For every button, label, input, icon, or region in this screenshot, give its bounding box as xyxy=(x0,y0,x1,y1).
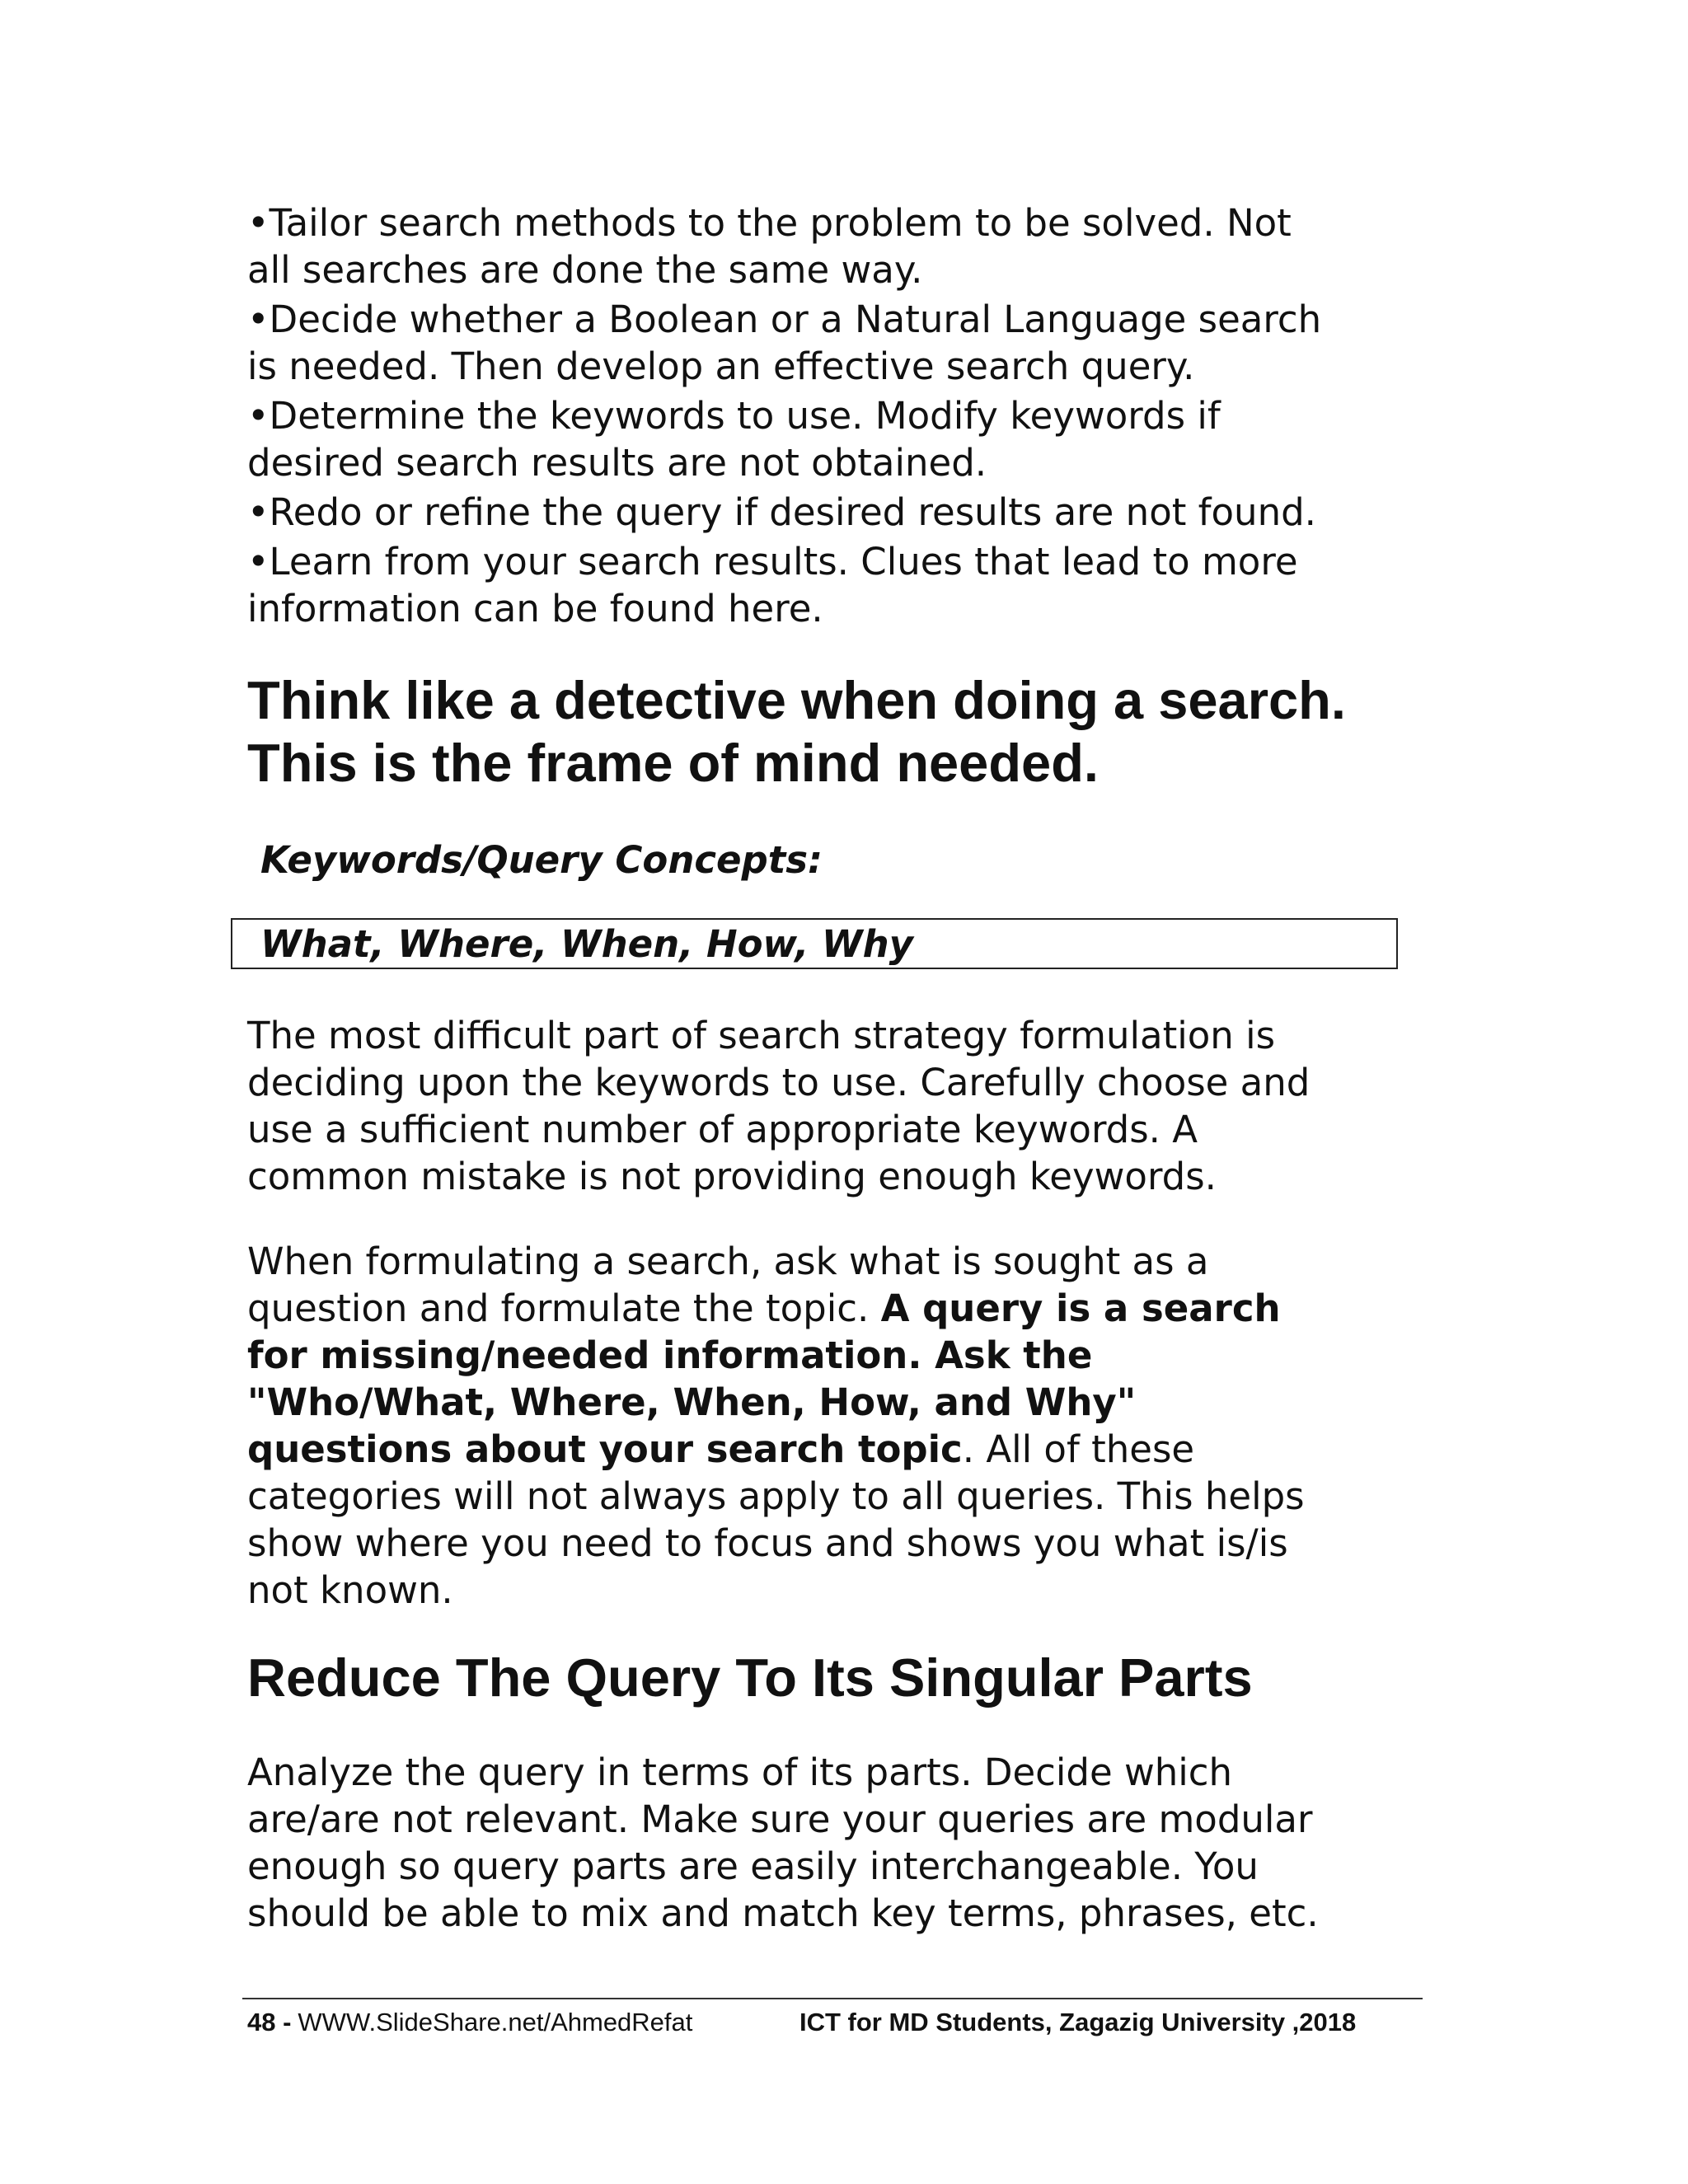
page-number: 48 - xyxy=(247,2008,292,2036)
heading-line: This is the frame of mind needed. xyxy=(247,733,1099,793)
paragraph-line xyxy=(247,1426,1434,1473)
paragraph-bold-text: A query is a search xyxy=(880,1286,1281,1330)
paragraph-bold-text: "Who/What, Where, When, How, and Why" xyxy=(247,1380,1137,1424)
paragraph-line: enough so query parts are easily interchangeable. You xyxy=(247,1844,1259,1888)
page-footer-left xyxy=(247,2004,692,2041)
paragraph-line xyxy=(247,1379,1434,1426)
list-item-line: •Tailor search methods to the problem to be solved. Not xyxy=(247,201,1292,245)
list-item xyxy=(247,199,1418,293)
paragraph-bold-text: questions about your search topic xyxy=(247,1427,963,1471)
list-item xyxy=(247,392,1418,486)
concepts-box-text: What, Where, When, How, Why xyxy=(260,922,914,966)
paragraph-analyze xyxy=(247,1749,1434,1937)
paragraph-line: are/are not relevant. Make sure your queries are modular xyxy=(247,1797,1313,1841)
paragraph-line: show where you need to focus and shows you what is/is xyxy=(247,1521,1288,1565)
list-item-line: all searches are done the same way. xyxy=(247,248,923,292)
paragraph-line: Analyze the query in terms of its parts. Decide which xyxy=(247,1750,1233,1794)
paragraph-formulating xyxy=(247,1238,1434,1614)
list-item xyxy=(247,538,1418,632)
list-item-line: desired search results are not obtained. xyxy=(247,441,987,485)
list-item xyxy=(247,296,1418,390)
heading-line: Think like a detective when doing a search. xyxy=(247,670,1346,730)
paragraph-line: deciding upon the keywords to use. Carefully choose and xyxy=(247,1061,1311,1104)
footer-divider xyxy=(242,1998,1423,1999)
paragraph-line: categories will not always apply to all queries. This helps xyxy=(247,1474,1305,1518)
paragraph-line: should be able to mix and match key terms, phrases, etc. xyxy=(247,1891,1319,1935)
list-item xyxy=(247,489,1418,536)
keywords-subheading: Keywords/Query Concepts: xyxy=(260,838,823,882)
paragraph-bold-text: for missing/needed information. Ask the xyxy=(247,1333,1093,1377)
concepts-box xyxy=(231,918,1398,969)
paragraph-line xyxy=(247,1285,1434,1332)
paragraph-line: not known. xyxy=(247,1568,453,1612)
paragraph-line: common mistake is not providing enough keywords. xyxy=(247,1155,1217,1198)
footer-url: WWW.SlideShare.net/AhmedRefat xyxy=(298,2008,693,2036)
paragraph-text: question and formulate the topic. xyxy=(247,1286,881,1330)
footer-document-title: ICT for MD Students, Zagazig University ,2018 xyxy=(799,2008,1357,2036)
list-item-line: •Determine the keywords to use. Modify keywords if xyxy=(247,394,1221,438)
paragraph-line xyxy=(247,1332,1434,1379)
paragraph-line: When formulating a search, ask what is sought as a xyxy=(247,1240,1209,1283)
list-item-line: •Decide whether a Boolean or a Natural Language search xyxy=(247,298,1322,341)
section-heading-reduce-query: Reduce The Query To Its Singular Parts xyxy=(247,1647,1253,1708)
paragraph-text: . All of these xyxy=(962,1427,1195,1471)
paragraph-line: The most difficult part of search strategy formulation is xyxy=(247,1014,1276,1057)
section-heading-detective xyxy=(247,669,1346,794)
list-item-line: is needed. Then develop an effective search query. xyxy=(247,344,1195,388)
list-item-line: information can be found here. xyxy=(247,587,823,630)
bullet-list xyxy=(247,199,1418,635)
list-item-line: •Learn from your search results. Clues that lead to more xyxy=(247,540,1298,583)
list-item-line: •Redo or refine the query if desired results are not found. xyxy=(247,490,1316,534)
paragraph-keywords xyxy=(247,1012,1434,1200)
paragraph-line: use a sufficient number of appropriate keywords. A xyxy=(247,1108,1198,1151)
